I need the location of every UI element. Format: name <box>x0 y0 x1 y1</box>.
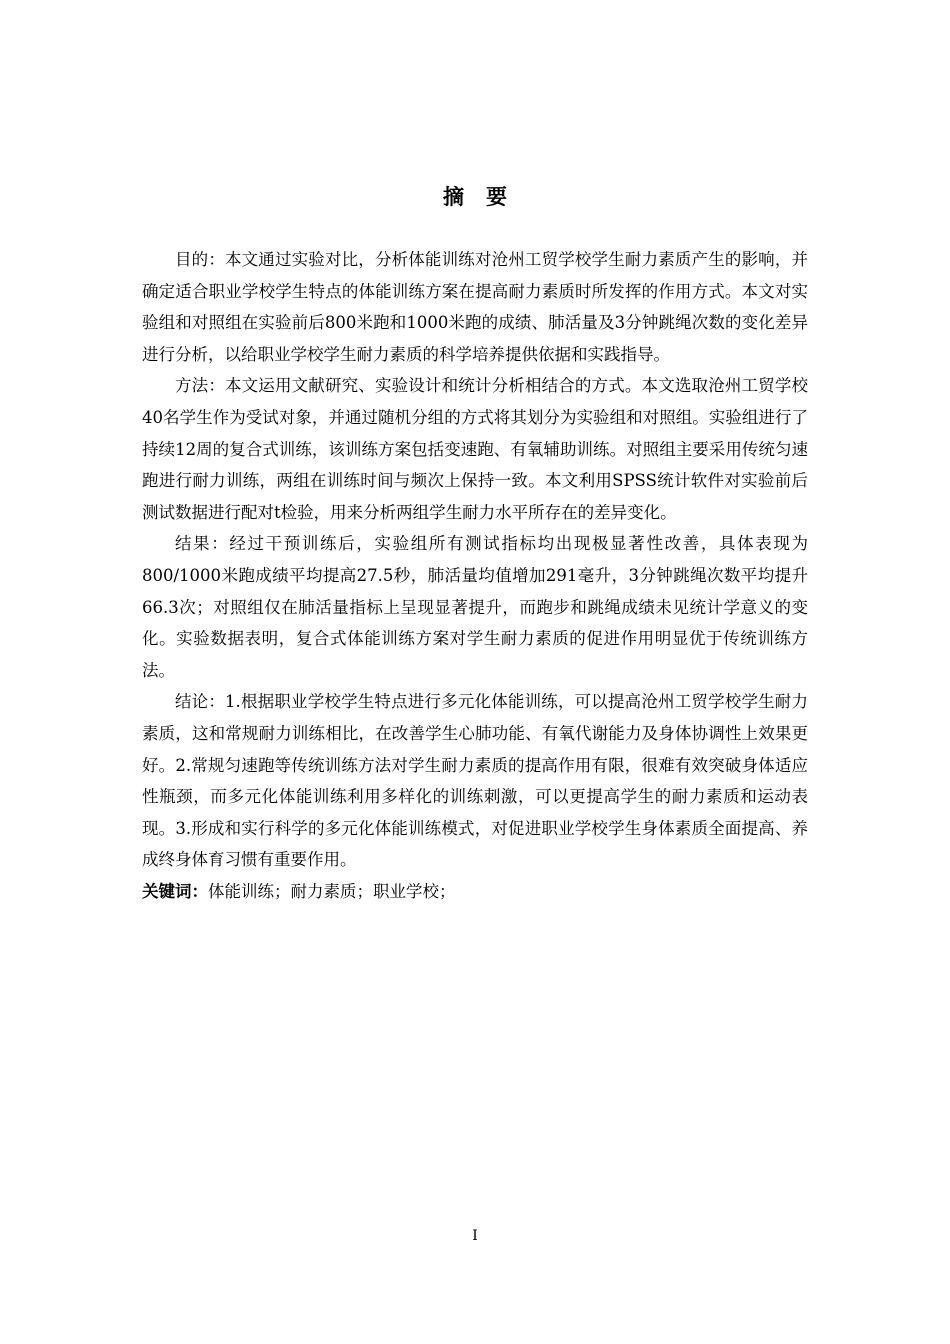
keywords-label: 关键词： <box>142 881 208 901</box>
paragraph-conclusion: 结论：1.根据职业学校学生特点进行多元化体能训练，可以提高沧州工贸学校学生耐力素质，这和常规耐力训练相比，在改善学生心肺功能、有氧代谢能力及身体协调性上效果更好。2.常规匀速跑等传统训练方法对学生耐力素质的提高作用有限，很难有效突破身体适应性瓶颈，而多元化体能训练利用多样化的训练刺激，可以更提高学生的耐力素质和运动表现。3.形成和实行科学的多元化体能训练模式，对促进职业学校学生身体素质全面提高、养成终身体育习惯有重要作用。 <box>142 692 808 870</box>
paragraph-results: 结果：经过干预训练后，实验组所有测试指标均出现极显著性改善，具体表现为800/1000米跑成绩平均提高27.5秒，肺活量均值增加291毫升，3分钟跳绳次数平均提升66.3次；对照组仅在肺活量指标上呈现显著提升，而跑步和跳绳成绩未见统计学意义的变化。实验数据表明，复合式体能训练方案对学生耐力素质的促进作用明显优于传统训练方法。 <box>142 534 808 680</box>
page-number: I <box>472 1228 478 1244</box>
paragraph-method: 方法：本文运用文献研究、实验设计和统计分析相结合的方式。本文选取沧州工贸学校40名学生作为受试对象，并通过随机分组的方式将其划分为实验组和对照组。实验组进行了持续12周的复合式训练，该训练方案包括变速跑、有氧辅助训练。对照组主要采用传统匀速跑进行耐力训练，两组在训练时间与频次上保持一致。本文利用SPSS统计软件对实验前后测试数据进行配对t检验，用来分析两组学生耐力水平所存在的差异变化。 <box>142 376 808 522</box>
paragraph-purpose: 目的：本文通过实验对比，分析体能训练对沧州工贸学校学生耐力素质产生的影响，并确定适合职业学校学生特点的体能训练方案在提高耐力素质时所发挥的作用方式。本文对实验组和对照组在实验前后800米跑和1000米跑的成绩、肺活量及3分钟跳绳次数的变化差异进行分析，以给职业学校学生耐力素质的科学培养提供依据和实践指导。 <box>142 250 808 364</box>
abstract-title: 摘要 <box>443 185 529 209</box>
keywords-text: 体能训练；耐力素质；职业学校； <box>208 881 456 901</box>
abstract-body <box>142 244 808 907</box>
keywords-line <box>142 876 808 908</box>
